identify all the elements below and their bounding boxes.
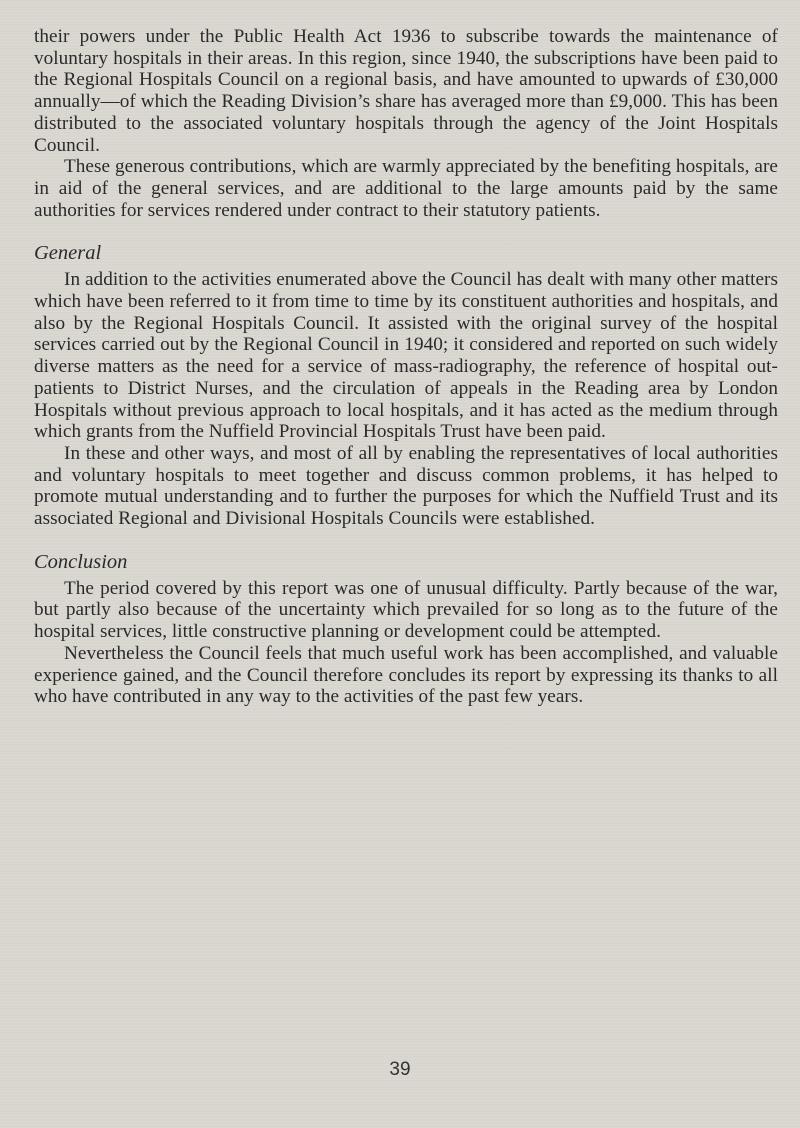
intro-paragraph-1: their powers under the Public Health Act 1936 to subscribe towards the maintenance of voluntary hospitals in their areas. In this region, since 1940, the subscriptions have been paid to the Regional Hospitals Council on a regional basis, and have amounted to upwards of £30,000 annually—of which the Reading Division’s share has averaged more than £9,000. This has been distributed to the associated voluntary hospitals through the agency of the Joint Hospitals Council. <box>34 26 778 156</box>
conclusion-paragraph-2: Nevertheless the Council feels that much useful work has been accomplished, and valuable experience gained, and the Council therefore concludes its report by expressing its thanks to all who have contributed in any way to the activities of the past few years. <box>34 642 778 708</box>
general-heading: General <box>34 242 102 265</box>
conclusion-paragraph-1: The period covered by this report was one of unusual difficulty. Partly because of the war, but partly also because of the uncertainty which prevailed for so long as to the future of the hospital services, little constructive planning or development could be attempted. <box>34 577 778 643</box>
intro-paragraph-2: These generous contributions, which are warmly appreciated by the benefiting hospitals, are in aid of the general services, and are additional to the large amounts paid by the same authorities for services rendered under contract to their statutory patients. <box>34 156 778 221</box>
conclusion-heading: Conclusion <box>34 550 128 573</box>
page-number: 39 <box>389 1059 411 1080</box>
general-paragraph-2: In these and other ways, and most of all by enabling the representatives of local authorities and voluntary hospitals to meet together and discuss common problems, it has helped to promote mutual understanding and to further the purposes for which the Nuffield Trust and its associated Regional and Divisional Hospitals Councils were established. <box>34 442 778 530</box>
general-paragraph-1: In addition to the activities enumerated above the Council has dealt with many other matters which have been referred to it from time to time by its constituent authorities and hospitals, and also by the Regional Hospitals Council. It assisted with the original survey of the hospital services carried out by the Regional Council in 1940; it considered and reported on such widely diverse matters as the need for a service of mass-radiography, the reference of hospital out-patients to District Nurses, and the circulation of appeals in the Reading area by London Hospitals without previous approach to local hospitals, and it has acted as the medium through which grants from the Nuffield Provincial Hospitals Trust have been paid. <box>34 269 778 443</box>
